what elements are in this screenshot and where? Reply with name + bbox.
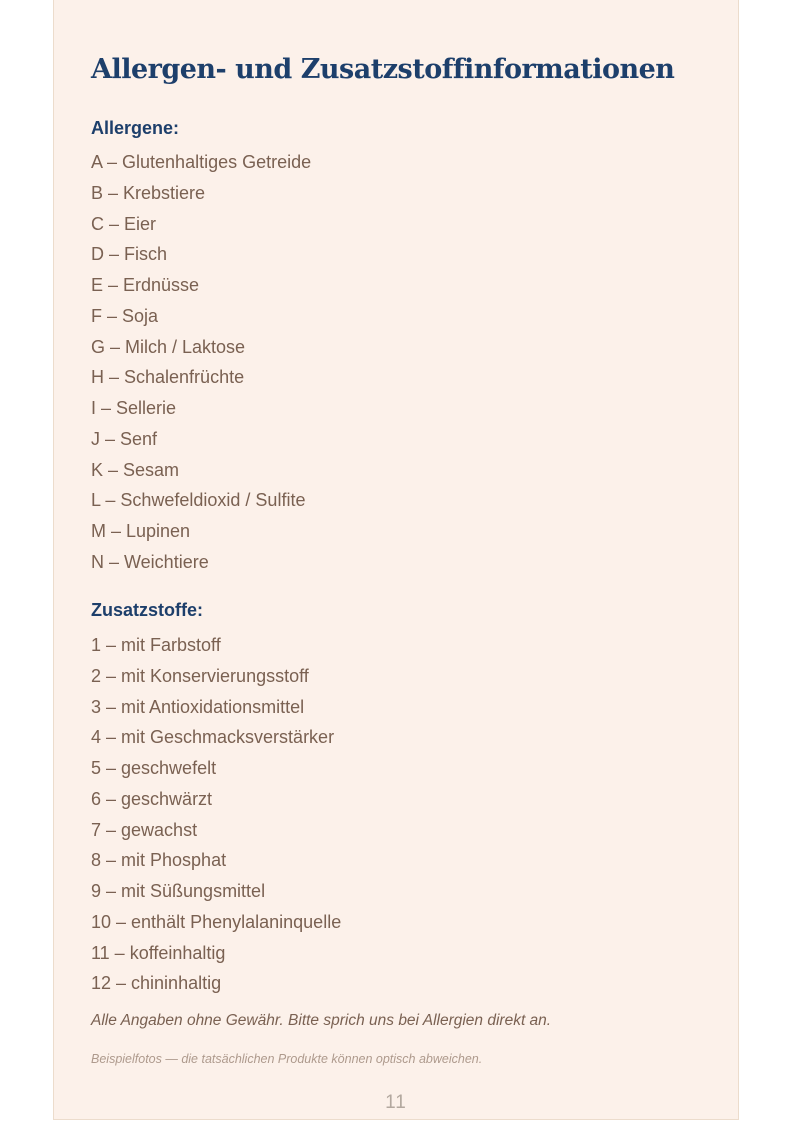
- allergen-item: H – Schalenfrüchte: [91, 367, 245, 388]
- allergen-item: F – Soja: [91, 305, 159, 326]
- allergen-item: L – Schwefeldioxid / Sulfite: [91, 490, 306, 511]
- additive-item: 1 – mit Farbstoff: [91, 635, 221, 655]
- allergens-heading: Allergene:: [91, 118, 180, 138]
- additive-item: 12 – chininhaltig: [91, 973, 222, 994]
- additive-item: 8 – mit Phosphat: [91, 850, 227, 871]
- allergen-item: N – Weichtiere: [91, 551, 209, 572]
- additives-heading: Zusatzstoffe:: [91, 600, 203, 620]
- additive-item: 10 – enthält Phenylalaninquelle: [91, 911, 342, 932]
- menu-page: [53, 0, 739, 1120]
- allergen-item: B – Krebstiere: [91, 182, 206, 203]
- allergen-item: J – Senf: [91, 428, 158, 449]
- allergen-item: K – Sesam: [91, 459, 180, 480]
- additive-item: 4 – mit Geschmacksverstärker: [91, 727, 335, 748]
- allergen-item: C – Eier: [91, 213, 157, 234]
- additive-item: 5 – geschwefelt: [91, 758, 217, 778]
- allergen-item: D – Fisch: [91, 244, 168, 265]
- additive-item: 9 – mit Süßungsmittel: [91, 881, 266, 901]
- page-number: 11: [385, 1092, 407, 1113]
- allergen-item: E – Erdnüsse: [91, 275, 200, 295]
- allergy-disclaimer: Alle Angaben ohne Gewähr. Bitte sprich uns bei Allergien direkt an.: [91, 1012, 552, 1029]
- allergen-item: M – Lupinen: [91, 521, 191, 541]
- page-title: Allergen- und Zusatzstoffinformationen: [91, 54, 675, 85]
- allergen-item: I – Sellerie: [91, 398, 177, 418]
- additive-item: 6 – geschwärzt: [91, 788, 213, 809]
- additive-item: 7 – gewachst: [91, 819, 198, 840]
- additive-item: 3 – mit Antioxidationsmittel: [91, 696, 305, 717]
- photo-note: Beispielfotos — die tatsächlichen Produkte können optisch abweichen.: [91, 1052, 483, 1066]
- additive-list: [91, 633, 341, 1002]
- additive-item: 2 – mit Konservierungsstoff: [91, 665, 309, 686]
- allergen-item: G – Milch / Laktose: [91, 336, 246, 357]
- additive-item: 11 – koffeinhaltig: [91, 942, 226, 963]
- allergen-list: [91, 150, 311, 581]
- allergen-item: A – Glutenhaltiges Getreide: [91, 152, 312, 172]
